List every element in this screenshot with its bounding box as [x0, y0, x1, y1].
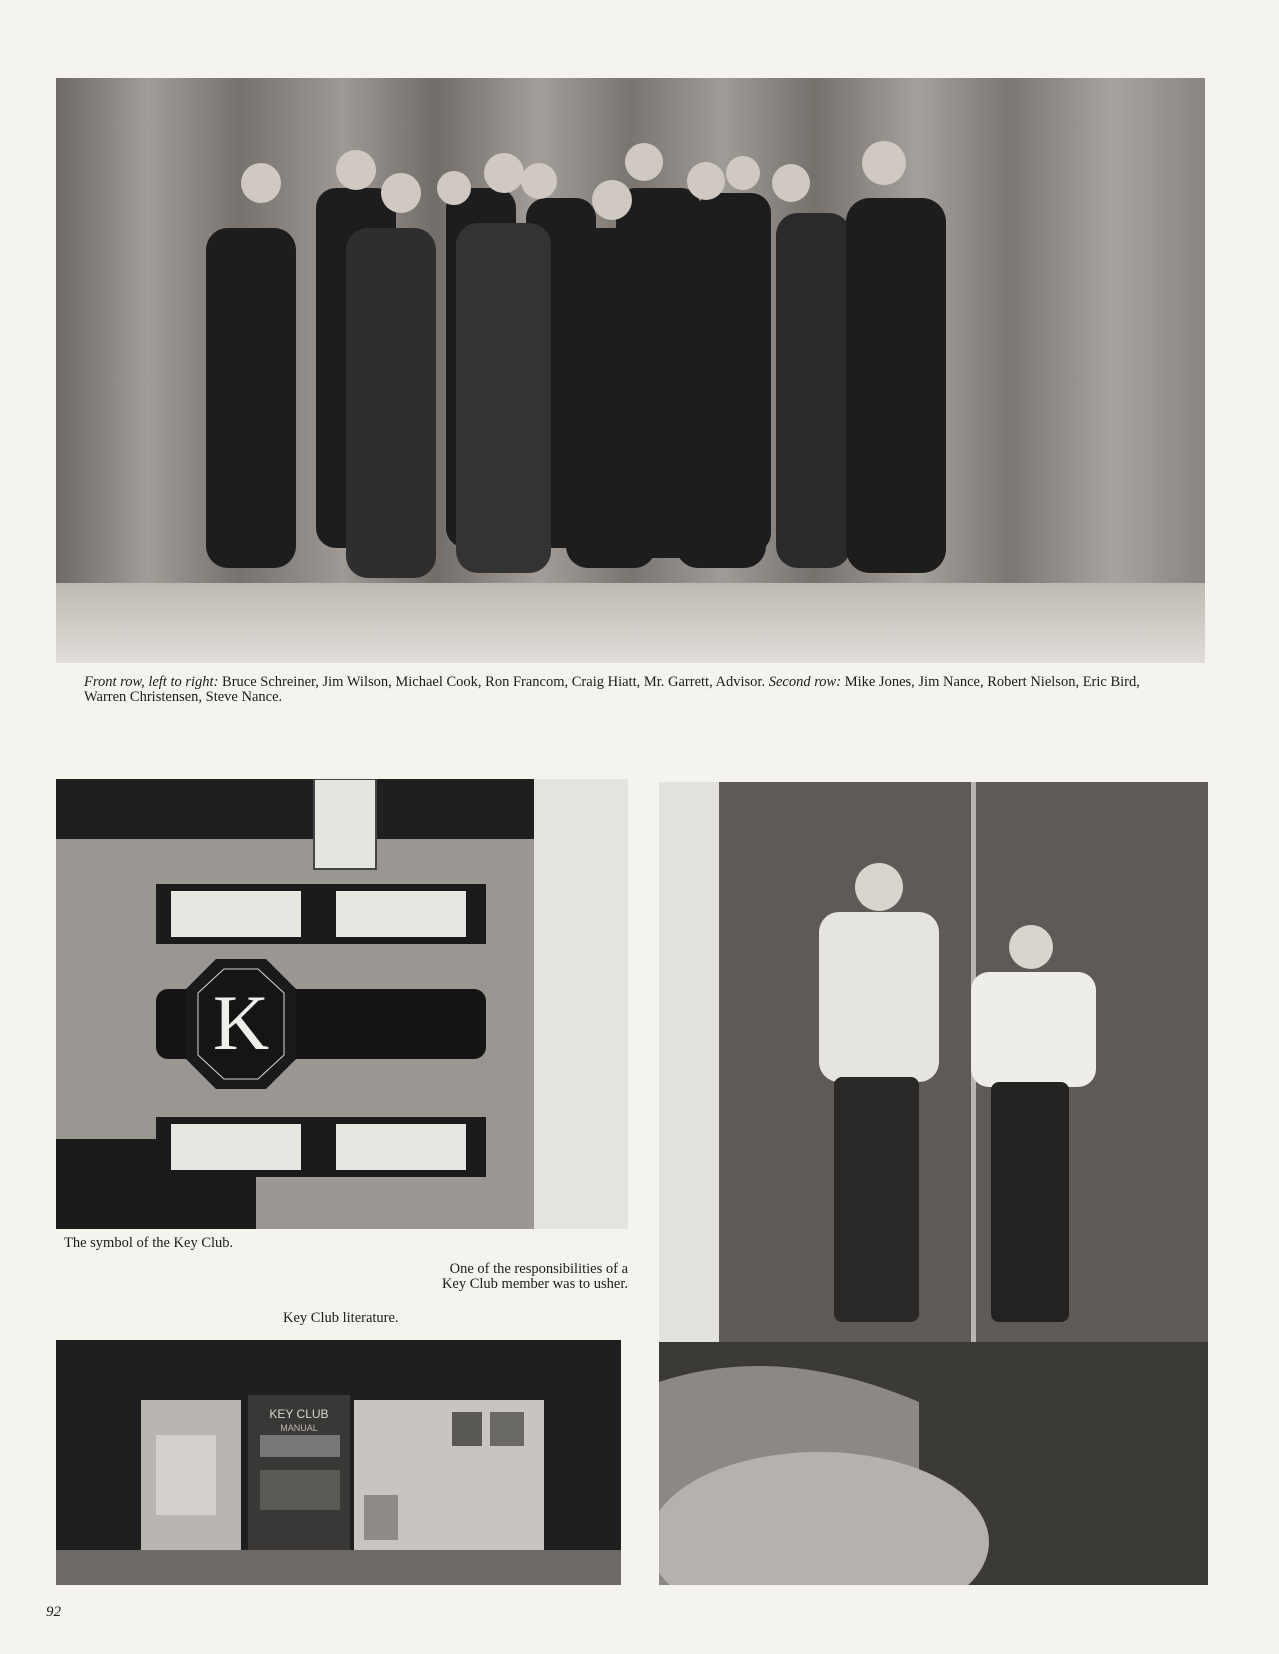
manual-title: KEY CLUB: [269, 1407, 329, 1421]
key-symbol-photo: [56, 779, 628, 1229]
page-number: 92: [46, 1604, 61, 1620]
key-emblem-letter: K: [212, 979, 270, 1066]
literature-photo: [56, 1340, 621, 1585]
caption-second-row-names: Mike Jones, Jim Nance, Robert Nielson, Eric Bird, Warren Christensen, Steve Nance.: [84, 674, 1140, 705]
literature-caption: Key Club literature.: [283, 1310, 399, 1326]
usher-caption-line-2: Key Club member was to usher.: [441, 1276, 628, 1292]
caption-front-row-names: Bruce Schreiner, Jim Wilson, Michael Cook, Ron Francom, Craig Hiatt, Mr. Garrett, Advisor.: [218, 674, 769, 690]
group-photo-image: [56, 78, 1205, 663]
key-symbol-image: [56, 779, 628, 1229]
usher-caption-line-1: One of the responsibilities of a: [449, 1261, 628, 1277]
usher-photo: [659, 782, 1208, 1585]
usher-caption: [380, 1262, 628, 1292]
usher-image: [659, 782, 1208, 1585]
group-photo-caption: [84, 675, 1184, 705]
group-photo: [56, 78, 1205, 663]
caption-second-row-label: Second row:: [768, 674, 842, 690]
key-symbol-caption: The symbol of the Key Club.: [64, 1235, 234, 1251]
literature-image: [56, 1340, 621, 1585]
caption-front-row-label: Front row, left to right:: [84, 674, 219, 690]
manual-subtitle: MANUAL: [280, 1423, 318, 1433]
